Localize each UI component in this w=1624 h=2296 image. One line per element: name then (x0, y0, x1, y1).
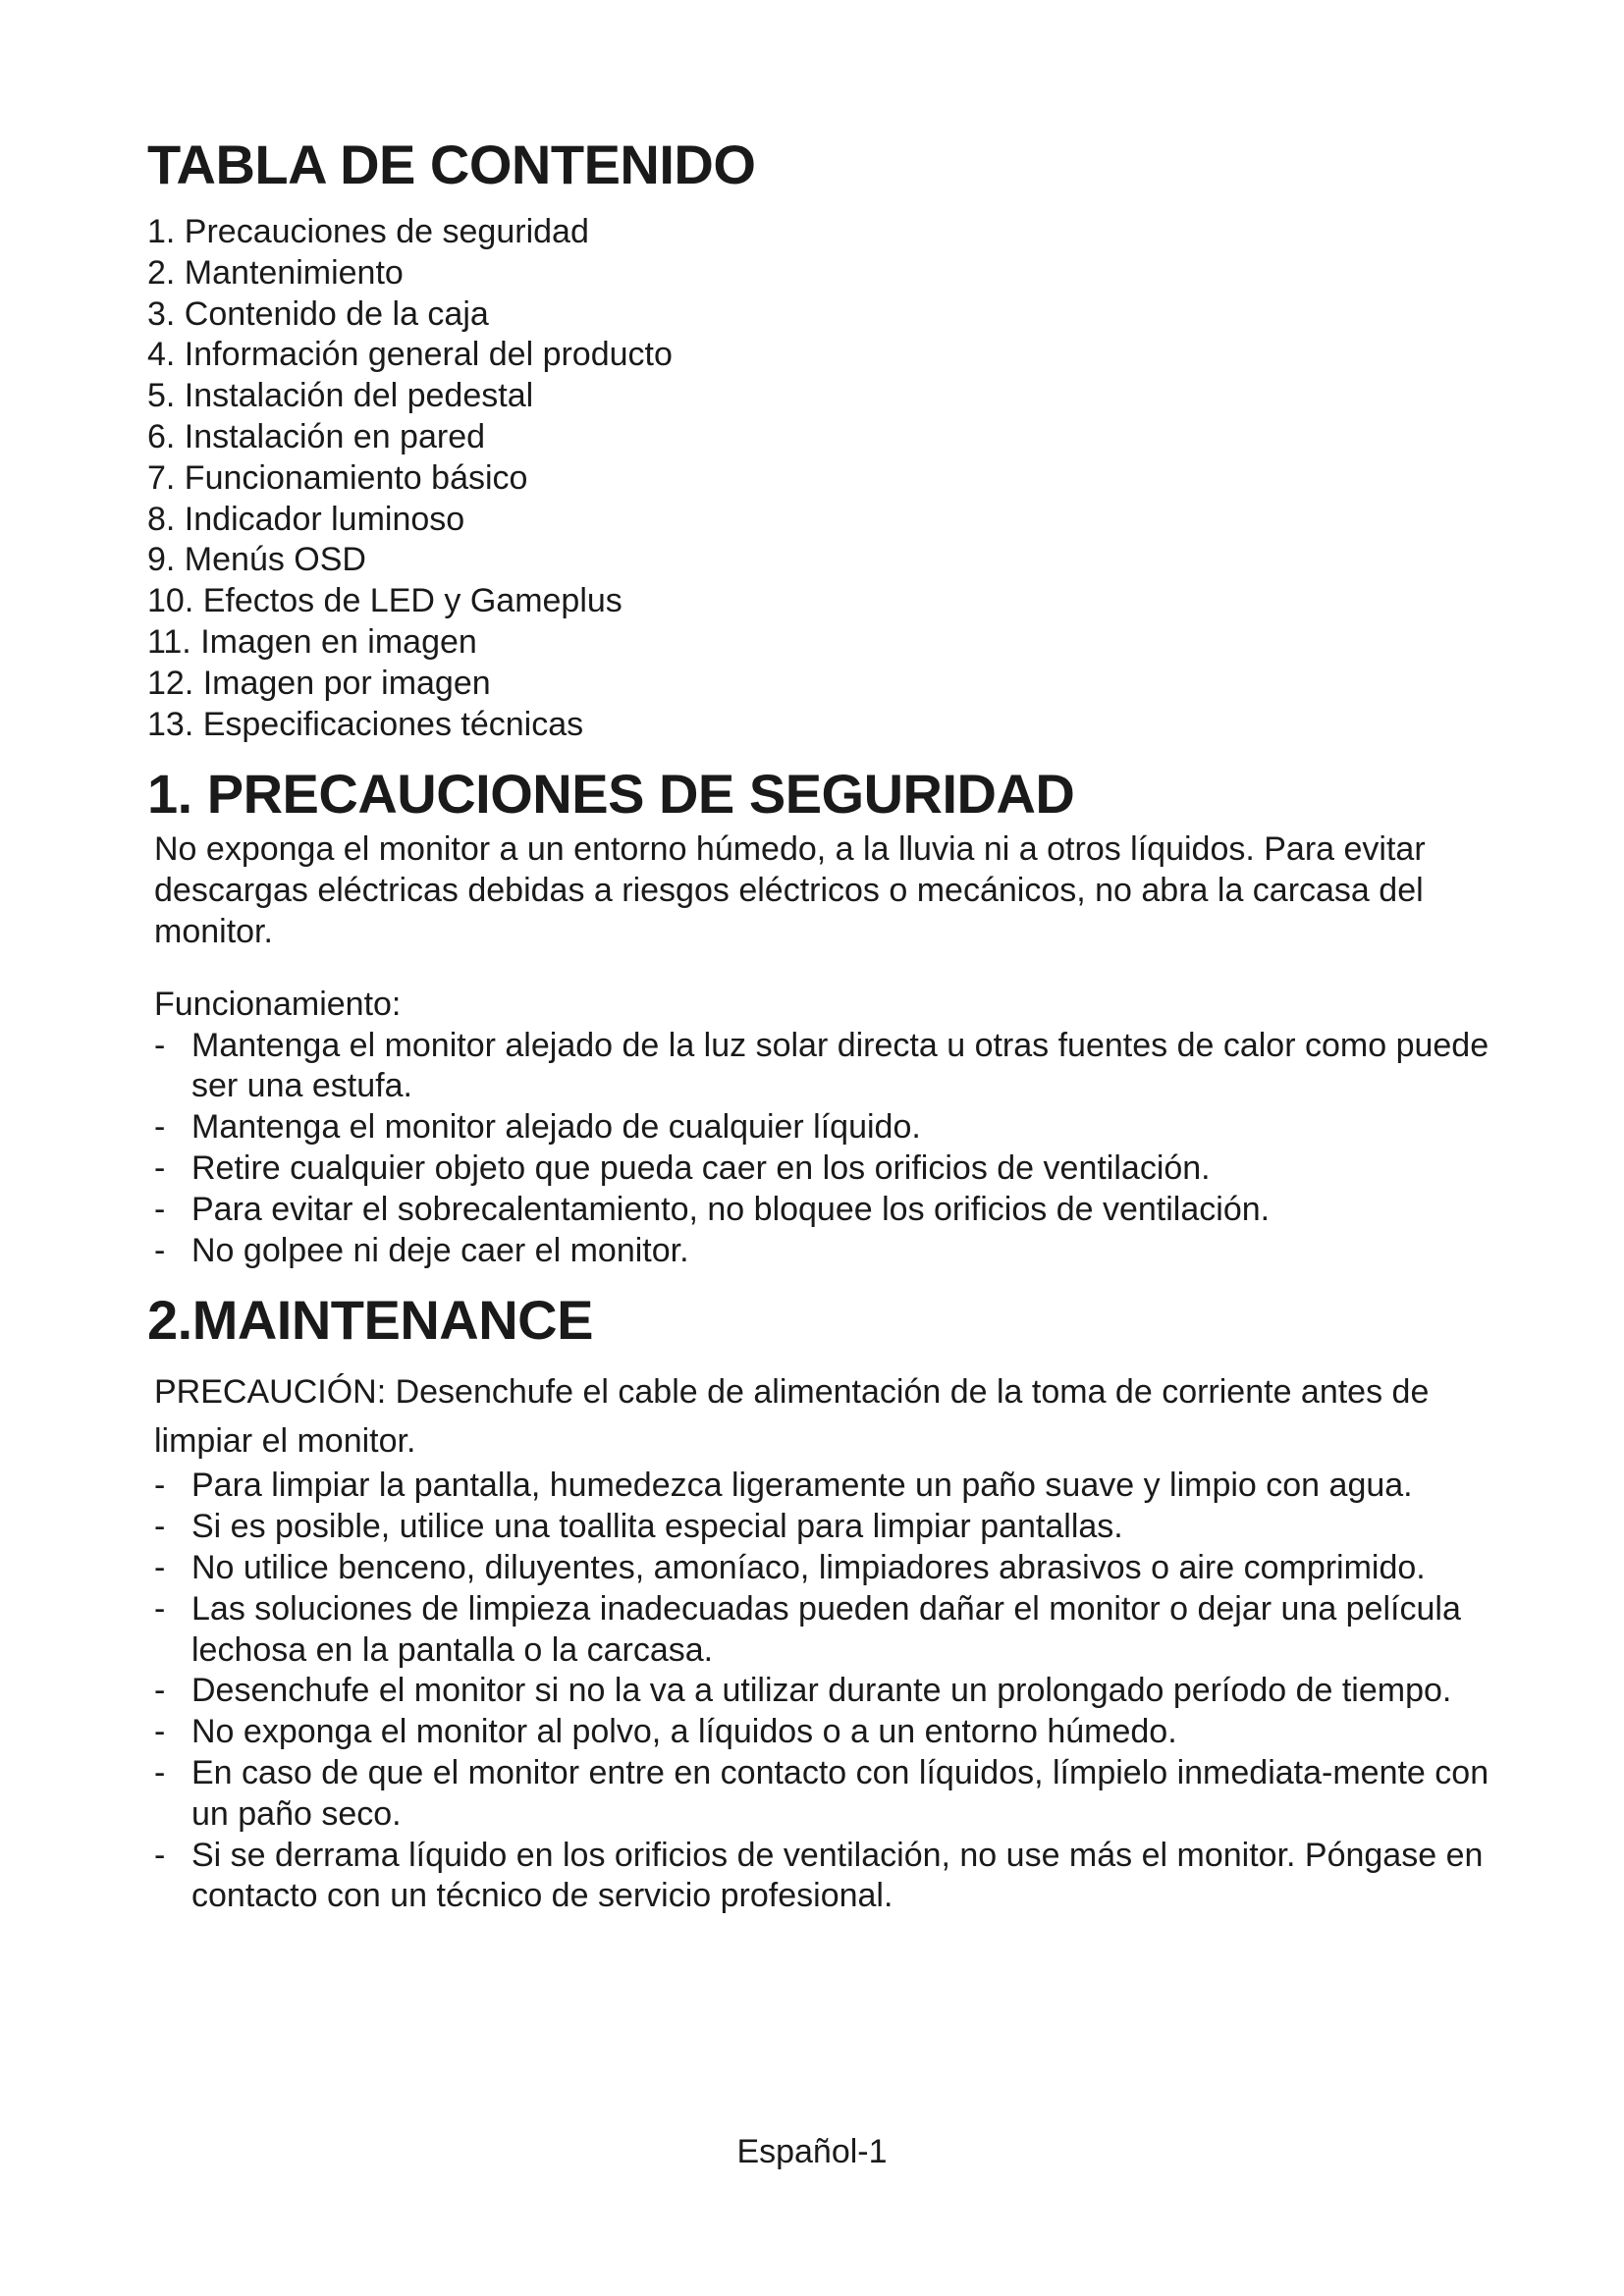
maintenance-title: 2.MAINTENANCE (147, 1289, 593, 1352)
toc-item: 5. Instalación del pedestal (147, 377, 534, 415)
list-item: - Para limpiar la pantalla, humedezca ligeramente un paño suave y limpio con agua. (154, 1467, 1413, 1505)
list-item: - Mantenga el monitor alejado de la luz solar directa u otras fuentes de calor como puede ser una estufa. (154, 1026, 1489, 1105)
list-item: - Para evitar el sobrecalentamiento, no bloquee los orificios de ventilación. (154, 1190, 1271, 1228)
list-item: - Si se derrama líquido en los orificios de ventilación, no use más el monitor. Póngase en contacto con un técnico de servicio profesional. (154, 1836, 1484, 1915)
list-item: - Si es posible, utilice una toallita especial para limpiar pantallas. (154, 1508, 1123, 1546)
safety-intro: No exponga el monitor a un entorno húmedo, a la lluvia ni a otros líquidos. Para evitar descargas eléctricas debidas a riesgos eléctricos o mecánicos, no abra la carcasa del monitor. (154, 830, 1426, 950)
toc-item: 11. Imagen en imagen (147, 622, 477, 661)
list-item: - No utilice benceno, diluyentes, amoníaco, limpiadores abrasivos o aire comprimido. (154, 1548, 1426, 1586)
toc-item: 7. Funcionamiento básico (147, 458, 528, 497)
toc-item: 9. Menús OSD (147, 541, 366, 579)
toc-item: 6. Instalación en pared (147, 417, 486, 455)
toc-item: 8. Indicador luminoso (147, 500, 465, 538)
list-item: - Mantenga el monitor alejado de cualquier líquido. (154, 1108, 921, 1147)
list-item: - No exponga el monitor al polvo, a líquidos o a un entorno húmedo. (154, 1713, 1177, 1751)
toc-title: TABLA DE CONTENIDO (147, 133, 756, 195)
safety-title: 1. PRECAUCIONES DE SEGURIDAD (147, 763, 1075, 826)
toc-item: 2. Mantenimiento (147, 253, 404, 292)
list-item: - Desenchufe el monitor si no la va a utilizar durante un prolongado período de tiempo. (154, 1672, 1452, 1710)
toc-item: 1. Precauciones de seguridad (147, 213, 589, 250)
list-item: - Las soluciones de limpieza inadecuadas pueden dañar el monitor o dejar una película lechosa en la pantalla o la carcasa. (154, 1589, 1461, 1669)
operation-label: Funcionamiento: (154, 985, 402, 1023)
list-item: - No golpee ni deje caer el monitor. (154, 1231, 689, 1269)
toc-item: 13. Especificaciones técnicas (147, 705, 584, 743)
toc-item: 3. Contenido de la caja (147, 294, 489, 333)
maintenance-bullets (154, 1466, 1529, 1917)
list-item: - En caso de que el monitor entre en contacto con líquidos, límpielo inmediata-mente con un paño seco. (154, 1753, 1489, 1833)
toc-item: 10. Efectos de LED y Gameplus (147, 582, 623, 620)
list-item: - Retire cualquier objeto que pueda caer en los orificios de ventilación. (154, 1148, 1211, 1187)
toc-item: 4. Información general del producto (147, 336, 673, 374)
toc-list (147, 212, 1522, 745)
safety-bullets (154, 1026, 1529, 1272)
page-number: Español-1 (736, 2133, 888, 2170)
maintenance-caution: PRECAUCIÓN: Desenchufe el cable de alimentación de la toma de corriente antes de limpiar el monitor. (154, 1373, 1430, 1461)
document-page (147, 133, 1522, 1917)
toc-item: 12. Imagen por imagen (147, 664, 491, 702)
